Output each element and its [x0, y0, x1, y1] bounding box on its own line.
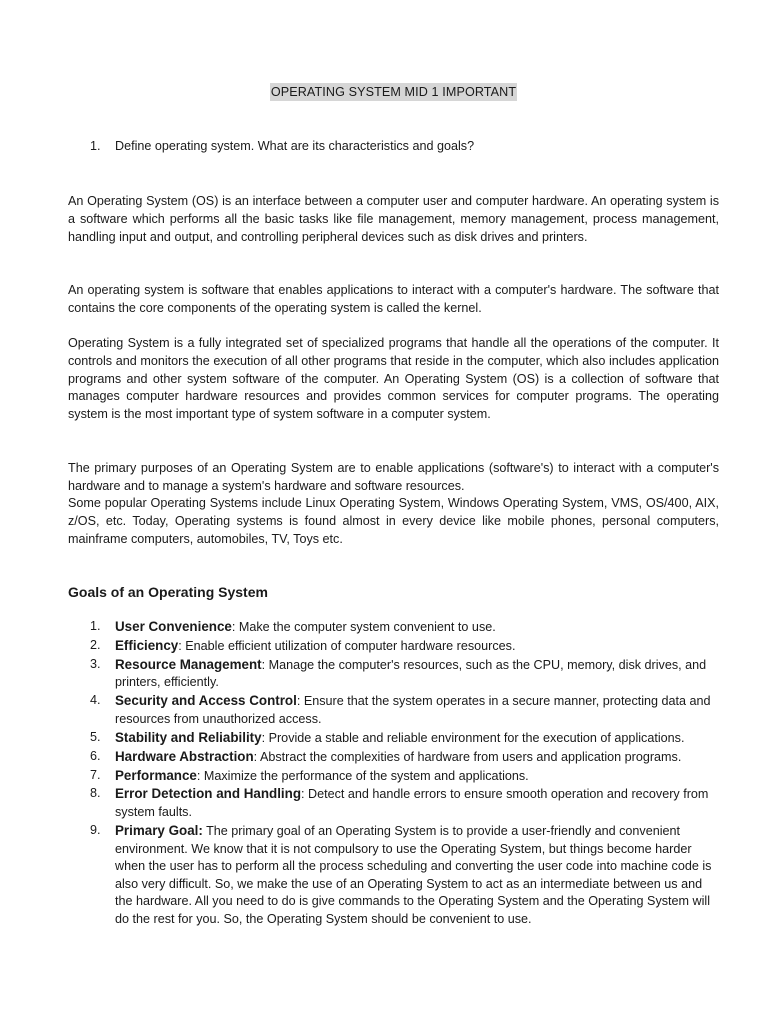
goal-term: Error Detection and Handling: [115, 786, 301, 802]
goal-term: Efficiency: [115, 637, 179, 653]
goal-term: Resource Management: [115, 656, 262, 672]
goal-item: [90, 767, 719, 786]
goal-number: 6.: [90, 748, 101, 763]
goal-desc: : Make the computer system convenient to use.: [231, 620, 496, 634]
goal-item: [90, 729, 719, 748]
goal-desc: : Detect and handle errors to ensure smooth operation and recovery from system faults.: [115, 787, 709, 820]
paragraph-kernel: An operating system is software that enables applications to interact with a computer's hardware. The software that contains the core components of the operating system is called the kernel.: [68, 283, 719, 315]
goals-list: [90, 618, 719, 929]
goals-heading: Goals of an Operating System: [68, 584, 268, 600]
title-container: [68, 83, 719, 101]
goal-desc: : Maximize the performance of the system and applications.: [196, 768, 529, 783]
goal-number: 2.: [90, 637, 101, 652]
goal-term: Primary Goal:: [115, 822, 203, 838]
document-title: OPERATING SYSTEM MID 1 IMPORTANT: [270, 85, 517, 99]
goal-term: Security and Access Control: [115, 693, 297, 709]
goal-number: 7.: [90, 767, 101, 782]
goal-item: [90, 822, 719, 929]
goal-desc: : Enable efficient utilization of computer hardware resources.: [178, 638, 516, 653]
goal-item: [90, 748, 719, 767]
goal-term: Performance: [115, 767, 197, 783]
goal-number: 5.: [90, 729, 101, 744]
goal-number: 8.: [90, 786, 101, 801]
goal-item: [90, 785, 719, 821]
paragraph-popular-os: Some popular Operating Systems include Linux Operating System, Windows Operating System, VMS, OS/400, AIX, z/OS, etc. Today, Operating systems is found almost in every device like mobile phones, personal computers, mainframe computers, automobiles, TV, Toys etc.: [68, 496, 719, 546]
goal-number: 4.: [90, 693, 101, 708]
goal-item: [90, 656, 719, 692]
goal-desc: : Abstract the complexities of hardware from users and application programs.: [253, 749, 682, 764]
goal-number: 3.: [90, 656, 101, 671]
goal-item: [90, 692, 719, 728]
goal-item: [90, 637, 719, 656]
paragraph-definition: An Operating System (OS) is an interface between a computer user and computer hardware. An operating system is a software which performs all the basic tasks like file management, memory management, process management, handling input and output, and controlling peripheral devices such as disk drives and printers.: [68, 194, 719, 244]
question-number: 1.: [90, 139, 101, 153]
goal-number: 1.: [90, 619, 101, 633]
paragraph-integrated-set: Operating System is a fully integrated set of specialized programs that handle all the operations of the computer. It controls and monitors the execution of all other programs that reside in the computer, which also includes application programs and other system software of the computer. An Operating System (OS) is a collection of software that manages computer hardware resources and provides common services for computer programs. The operating system is the most important type of system software in a computer system.: [68, 336, 719, 422]
goal-term: Hardware Abstraction: [115, 748, 254, 764]
goal-desc: The primary goal of an Operating System is to provide a user-friendly and convenient environment. We know that it is not compulsory to use the Operating System, but things become harder when the user has to perform all the process scheduling and converting the user code into machine code is also very difficult. So, we make the use of an Operating System to act as an intermediate between us and the hardware. All you need to do is give commands to the Operating System and the Operating System will do the rest for you. So, the Operating System should be convenient to use.: [115, 823, 712, 926]
goal-desc: : Manage the computer's resources, such as the CPU, memory, disk drives, and printers, efficiently.: [115, 657, 707, 690]
goal-term: User Convenience: [115, 619, 232, 634]
goal-item: [90, 618, 719, 637]
paragraph-purposes: The primary purposes of an Operating System are to enable applications (software's) to interact with a computer's hardware and to manage a system's hardware and software resources.: [68, 461, 719, 493]
goal-desc: : Provide a stable and reliable environment for the execution of applications.: [261, 730, 685, 745]
goal-number: 9.: [90, 822, 101, 837]
goal-term: Stability and Reliability: [115, 729, 262, 745]
question-item: [90, 138, 474, 155]
question-text: Define operating system. What are its characteristics and goals?: [115, 139, 475, 153]
goal-desc: : Ensure that the system operates in a secure manner, protecting data and resources from unauthorized access.: [115, 694, 711, 726]
